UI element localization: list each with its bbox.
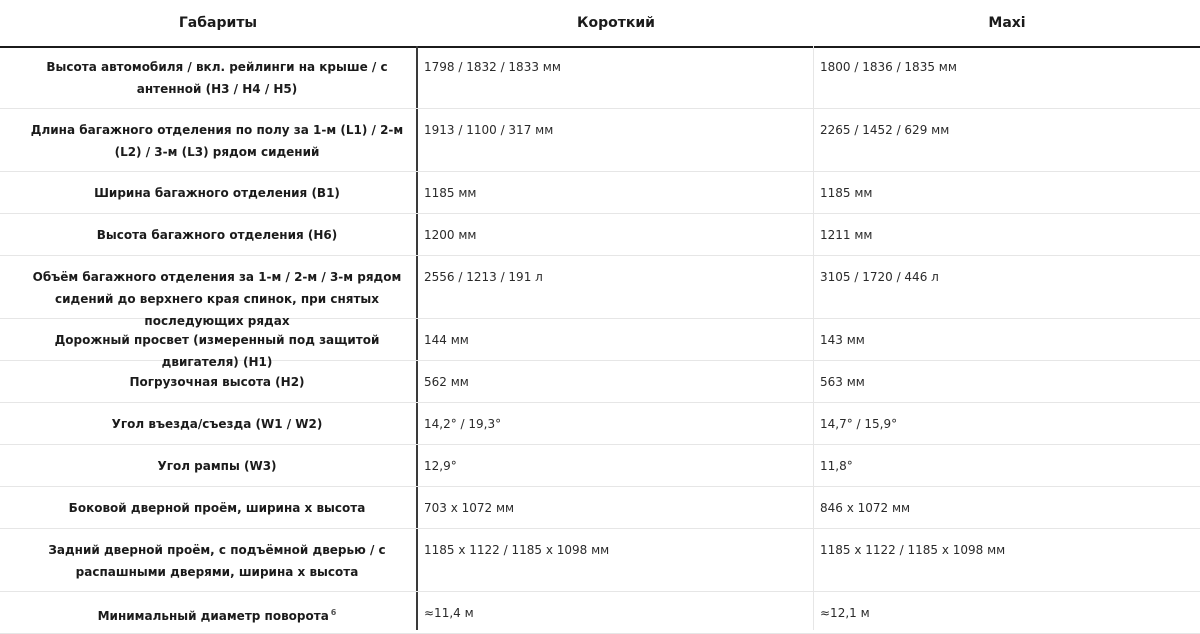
row-label-text: Минимальный диаметр поворота — [97, 609, 329, 623]
table-header — [0, 0, 1200, 48]
value-maxi: ≈12,1 м — [820, 606, 870, 620]
value-short: 1185 мм — [424, 186, 477, 200]
footnote-marker[interactable]: 6 — [330, 608, 337, 617]
value-maxi: 1211 мм — [820, 228, 873, 242]
value-short: 1185 x 1122 / 1185 x 1098 мм — [424, 543, 610, 557]
row-label: Боковой дверной проём, ширина x высота — [68, 501, 366, 515]
table-row — [0, 361, 1200, 403]
row-label: Задний дверной проём, с подъёмной дверью / с распашными дверями, ширина x высота — [48, 543, 386, 579]
value-short: 2556 / 1213 / 191 л — [424, 270, 543, 284]
row-label: Дорожный просвет (измеренный под защитой двигателя) (H1) — [54, 333, 380, 369]
value-short: 703 x 1072 мм — [424, 501, 515, 515]
value-maxi: 11,8° — [820, 459, 853, 473]
value-maxi: 846 x 1072 мм — [820, 501, 911, 515]
table-row — [0, 46, 1200, 109]
header-dimensions: Габариты — [178, 15, 258, 31]
table-row — [0, 172, 1200, 214]
table-row — [0, 256, 1200, 328]
table-row — [0, 214, 1200, 256]
row-label: Угол въезда/съезда (W1 / W2) — [111, 417, 323, 431]
table-row — [0, 319, 1200, 369]
table-row — [0, 445, 1200, 487]
header-maxi: Maxi — [988, 15, 1026, 31]
value-maxi: 143 мм — [820, 333, 865, 347]
row-label: Ширина багажного отделения (B1) — [94, 186, 340, 200]
row-label: Объём багажного отделения за 1-м / 2-м / 3-м рядом сидений до верхнего края спинок, при снятых последующих рядах — [32, 270, 402, 328]
value-maxi: 563 мм — [820, 375, 865, 389]
value-short: 1798 / 1832 / 1833 мм — [424, 60, 561, 74]
row-label: Высота багажного отделения (H6) — [96, 228, 338, 242]
value-short: 562 мм — [424, 375, 469, 389]
table-row — [0, 529, 1200, 592]
value-short: ≈11,4 м — [424, 606, 474, 620]
value-maxi: 2265 / 1452 / 629 мм — [820, 123, 950, 137]
table-row — [0, 403, 1200, 445]
row-label: Погрузочная высота (H2) — [129, 375, 305, 389]
table-row — [0, 109, 1200, 172]
value-maxi: 1800 / 1836 / 1835 мм — [820, 60, 957, 74]
table-body — [0, 46, 1200, 634]
value-maxi: 1185 x 1122 / 1185 x 1098 мм — [820, 543, 1006, 557]
table-row — [0, 487, 1200, 529]
value-short: 144 мм — [424, 333, 469, 347]
value-maxi: 1185 мм — [820, 186, 873, 200]
row-label: Высота автомобиля / вкл. рейлинги на крыше / с антенной (H3 / H4 / H5) — [46, 60, 388, 96]
value-short: 12,9° — [424, 459, 457, 473]
table-row — [0, 592, 1200, 634]
value-short: 14,2° / 19,3° — [424, 417, 502, 431]
value-short: 1913 / 1100 / 317 мм — [424, 123, 554, 137]
row-label: Угол рампы (W3) — [157, 459, 277, 473]
value-maxi: 14,7° / 15,9° — [820, 417, 898, 431]
value-short: 1200 мм — [424, 228, 477, 242]
header-short: Короткий — [577, 15, 655, 31]
row-label: Длина багажного отделения по полу за 1-м (L1) / 2-м (L2) / 3-м (L3) рядом сидений — [30, 123, 404, 159]
value-maxi: 3105 / 1720 / 446 л — [820, 270, 939, 284]
row-label — [18, 602, 416, 627]
